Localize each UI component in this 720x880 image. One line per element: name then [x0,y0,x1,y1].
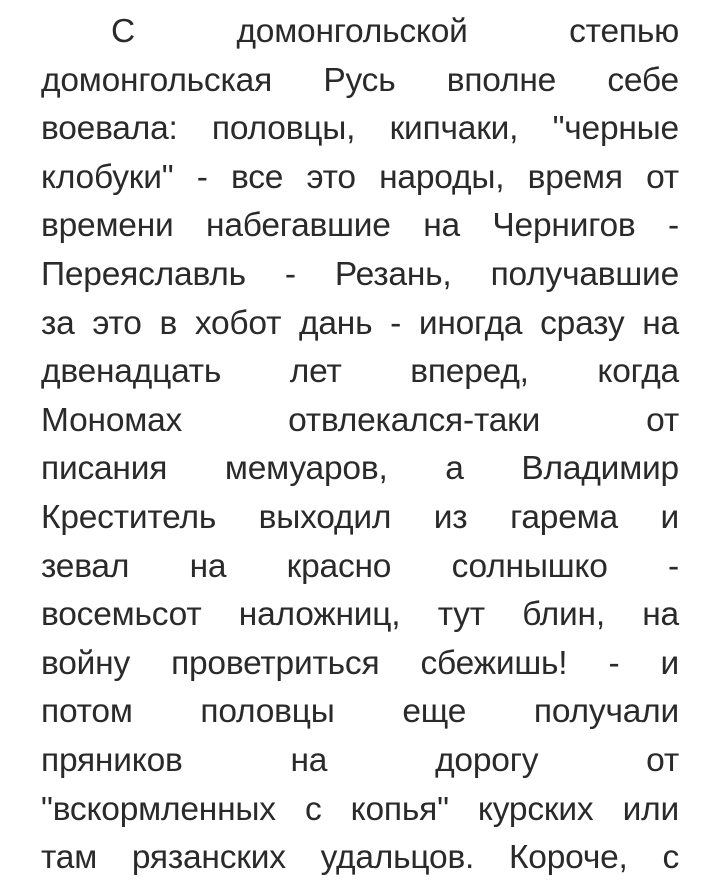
text-word: на [642,596,679,634]
text-word: в [159,304,178,342]
text-word: двенадцать [41,353,222,391]
text-word: а [445,450,464,488]
text-word: с [304,790,322,828]
text-word: еще [402,693,467,731]
text-word: вполне [446,61,557,99]
text-line [41,688,679,737]
text-word: Креститель [41,498,217,536]
text-word: Владимир [521,450,679,488]
text-word: набегавшие [206,207,391,245]
text-word: выходил [258,498,392,536]
text-word: проветриться [171,644,380,682]
text-line [41,154,679,203]
text-word: половцы [200,693,335,731]
text-word: дань [299,304,373,342]
text-word: лет [289,353,342,391]
text-word: - [608,644,620,682]
text-word: Переяславль [41,255,246,293]
text-word: - [284,255,296,293]
text-word: сбежишь! [420,644,568,682]
text-word: вперед, [410,353,529,391]
text-line [41,591,679,640]
text-word: тут [437,596,485,634]
text-line [41,494,679,543]
text-word: зевал [41,547,130,585]
text-word: половцы, [211,110,356,148]
text-word: кипчаки, [389,110,519,148]
text-word: - [390,304,402,342]
text-word: Русь [323,61,396,99]
article-text [41,8,679,880]
text-word: блин, [522,596,605,634]
text-line [41,348,679,397]
text-word: на [290,741,328,779]
text-word: - [196,158,208,196]
text-word: времени [41,207,174,245]
text-word: народы, [379,158,505,196]
text-word: с [662,839,679,877]
text-word: все [230,158,284,196]
text-line [41,251,679,300]
text-word: там [41,839,98,877]
text-line [41,57,679,106]
text-word: или [622,790,679,828]
text-word: сразу [540,304,625,342]
text-line [41,105,679,154]
text-word: за [41,304,75,342]
text-word: восемьсот [41,596,202,634]
text-word: - [668,547,679,585]
text-word: от [646,741,679,779]
text-word: мемуаров, [224,450,388,488]
text-word: и [660,644,679,682]
text-line [41,8,679,57]
text-word: Мономах [41,401,183,439]
text-word: на [423,207,460,245]
text-word: копья" [350,790,449,828]
text-word: Резань, [334,255,452,293]
text-line [41,834,679,880]
text-word: и [660,498,679,536]
text-word: от [646,158,679,196]
text-word: клобуки" [41,158,174,196]
text-line [41,640,679,689]
text-word: иногда [418,304,523,342]
text-word: домонгольской [236,13,468,50]
text-word: воевала: [41,110,178,148]
text-line [41,202,679,251]
text-word: красно [286,547,392,585]
text-line [41,445,679,494]
text-word: удальцов. [320,839,475,877]
text-word: "вскормленных [41,790,276,828]
text-word: потом [41,693,133,731]
text-line [41,397,679,446]
text-word: рязанских [131,839,286,877]
text-word: себе [607,61,679,99]
text-word: когда [597,353,679,391]
text-word: получавшие [490,255,679,293]
text-word: Чернигов [492,207,636,245]
text-word: - [668,207,679,245]
text-word: С [111,13,135,50]
text-word: на [642,304,679,342]
text-word: из [433,498,468,536]
text-word: писания [41,450,168,488]
text-word: хобот [194,304,282,342]
text-word: от [646,401,679,439]
text-word: солнышко [451,547,608,585]
text-word: это [92,304,142,342]
text-line [41,786,679,835]
text-word: на [189,547,227,585]
text-word: наложниц, [238,596,401,634]
text-word: дорогу [435,741,539,779]
text-word: получали [533,693,679,731]
text-word: войну [41,644,131,682]
text-word: это [306,158,356,196]
text-word: курских [477,790,594,828]
text-word: домонгольская [41,61,273,99]
text-word: степью [569,13,679,50]
text-word: время [527,158,623,196]
text-word: Короче, [508,839,628,877]
text-word: отвлекался-таки [288,401,541,439]
text-word: "черные [552,110,679,148]
text-line [41,543,679,592]
text-word: гарема [510,498,618,536]
text-line [41,737,679,786]
text-line [41,300,679,349]
text-word: пряников [41,741,183,779]
